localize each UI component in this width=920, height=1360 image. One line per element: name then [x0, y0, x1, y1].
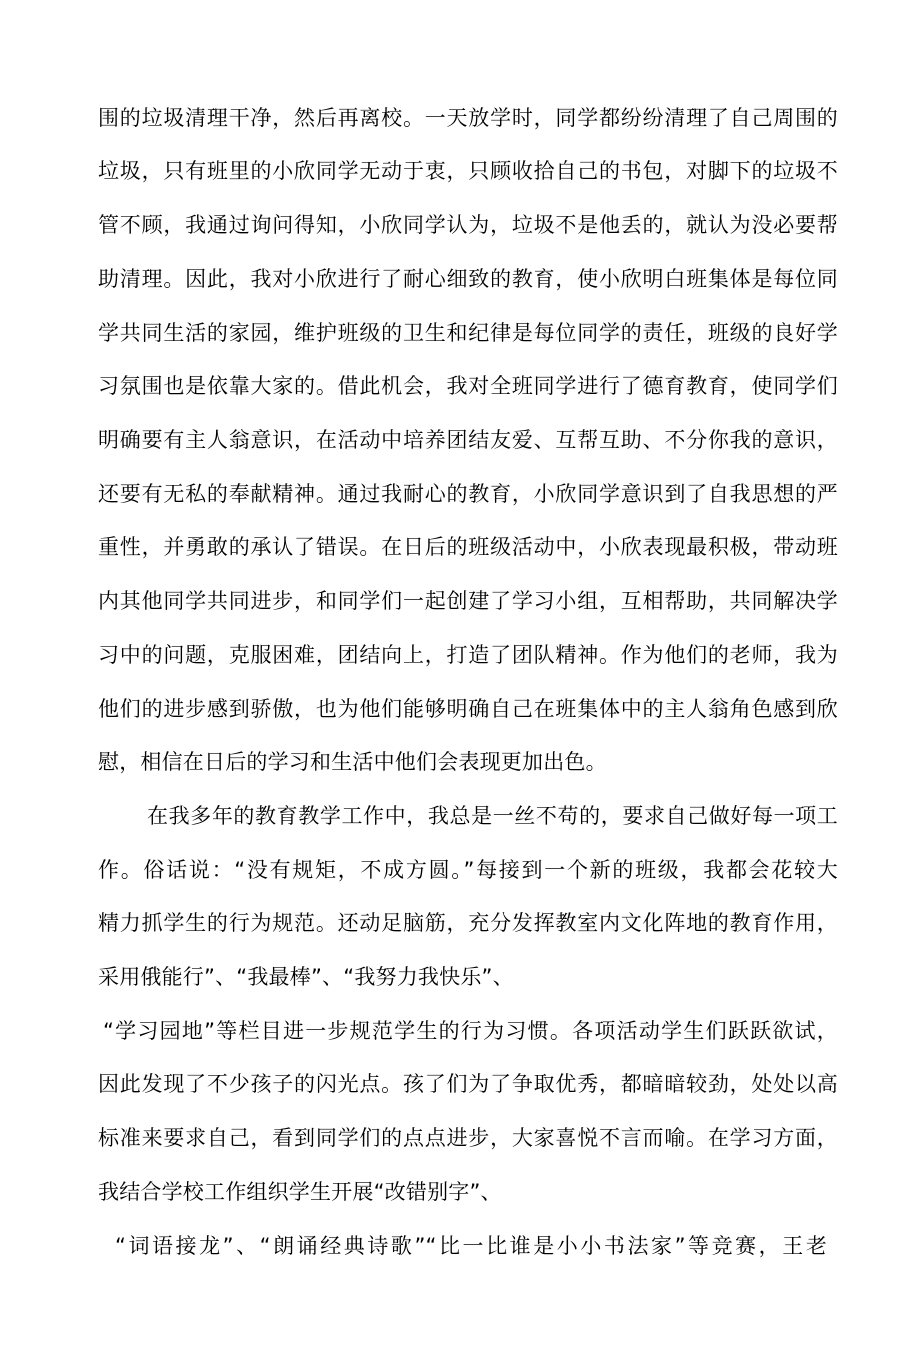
text-line-11: 习中的问题，克服困难，团结向上，打造了团队精神。作为他们的老师，我为	[98, 643, 838, 667]
text-line-1: 围的垃圾清理干净，然后再离校。一天放学时，同学都纷纷清理了自己周围的	[98, 106, 838, 130]
text-line-12: 他们的进步感到骄傲，也为他们能够明确自己在班集体中的主人翁角色感到欣	[98, 697, 838, 721]
text-line-13: 慰，相信在日后的学习和生活中他们会表现更加出色。	[98, 750, 607, 774]
text-line-15: 作。俗话说：“没有规矩，不成方圆。”每接到一个新的班级，我都会花较大	[98, 858, 838, 882]
text-line-6: 习氛围也是依靠大家的。借此机会，我对全班同学进行了德育教育，使同学们	[98, 374, 838, 398]
text-line-22: “词语接龙”、“朗诵经典诗歌”“比一比谁是小小书法家”等竞赛，王老	[115, 1234, 827, 1258]
text-line-4: 助清理。因此，我对小欣进行了耐心细致的教育，使小欣明白班集体是每位同	[98, 267, 838, 291]
text-line-2: 垃圾，只有班里的小欣同学无动于衷，只顾收拾自己的书包，对脚下的垃圾不	[98, 159, 838, 183]
text-line-14: 在我多年的教育教学工作中，我总是一丝不苟的，要求自己做好每一项工	[147, 804, 838, 828]
text-line-3: 管不顾，我通过询问得知，小欣同学认为，垃圾不是他丢的，就认为没必要帮	[98, 213, 838, 237]
text-line-10: 内其他同学共同进步，和同学们一起创建了学习小组，互相帮助，共同解决学	[98, 589, 838, 613]
text-line-5: 学共同生活的家园，维护班级的卫生和纪律是每位同学的责任，班级的良好学	[98, 321, 838, 345]
text-line-7: 明确要有主人翁意识，在活动中培养团结友爱、互帮互助、不分你我的意识，	[98, 428, 838, 452]
text-line-19: 因此发现了不少孩子的闪光点。孩了们为了争取优秀，都暗暗较劲，处处以高	[98, 1072, 838, 1096]
text-line-9: 重性，并勇敢的承认了错误。在日后的班级活动中，小欣表现最积极，带动班	[98, 535, 838, 559]
text-line-18: “学习园地”等栏目进一步规范学生的行为习惯。各项活动学生们跃跃欲试，	[103, 1019, 838, 1043]
text-line-16: 精力抓学生的行为规范。还动足脑筋，充分发挥教室内文化阵地的教育作用，	[98, 911, 838, 935]
text-line-17: 采用俄能行”、“我最棒”、“我努力我快乐”、	[98, 965, 514, 989]
text-line-8: 还要有无私的奉献精神。通过我耐心的教育，小欣同学意识到了自我思想的严	[98, 482, 838, 506]
text-line-21: 我结合学校工作组织学生开展“改错别字”、	[98, 1180, 502, 1204]
text-line-20: 标准来要求自己，看到同学们的点点进步，大家喜悦不言而喻。在学习方面，	[98, 1126, 838, 1150]
